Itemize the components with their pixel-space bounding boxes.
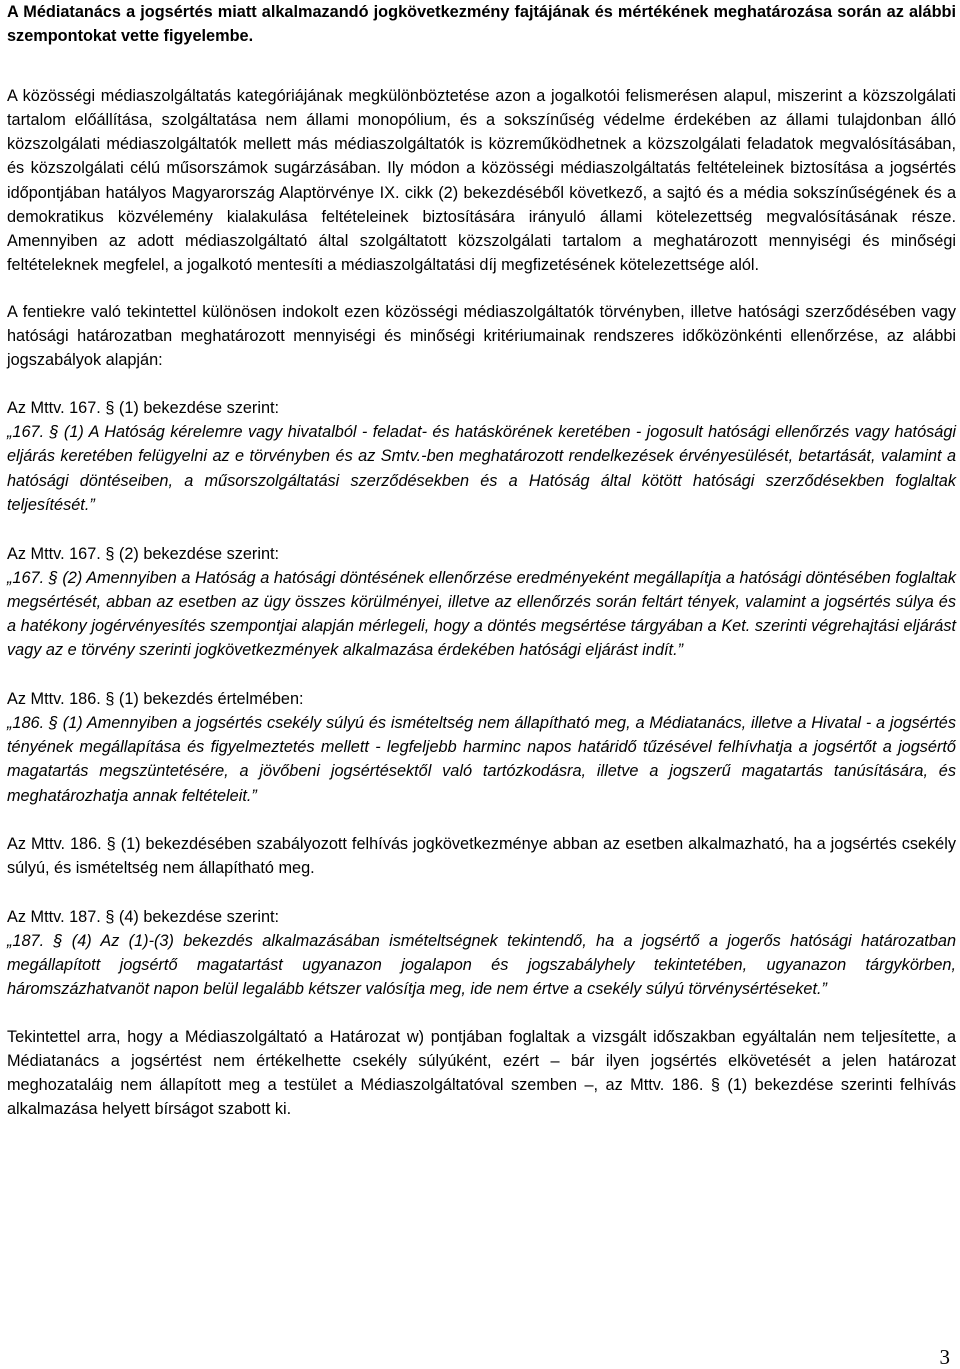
quote-mttv-186-1: „186. § (1) Amennyiben a jogsértés csekély súlyú és ismételtség nem állapítható meg, a Médiatanács, illetve a Hivatal - a jogsértés tényének megállapítása és figyelmeztetés mellett - legfeljebb harminc napos határidő tűzésével felhívhatja a jogsértőt a jogsértő magatartás megszüntetésére, a jövőbeni jogsértésektől való tartózkodásra, illetve a jogszerű magatartás tanúsítására, és meghatározhatja annak feltételeit.” [7,714,956,805]
paragraph-control-criteria: A fentiekre való tekintettel különösen indokolt ezen közösségi médiaszolgáltatók törvényben, illetve hatósági szerződésében vagy hatósági határozatban meghatározott mennyiségi és minőségi kritériumainak rendszeres időközönkénti ellenőrzése, az alábbi jogszabályok alapján: [7,302,956,370]
paragraph-conclusion: Tekintettel arra, hogy a Médiaszolgáltató a Határozat w) pontjában foglaltak a vizsgált időszakban egyáltalán nem teljesítette, a Médiatanács a jogsértést nem értékelhette csekély súlyúként, ezért – bár ilyen jogsértés elkövetését a jelen határozat meghozataláig nem állapított meg a testület a Médiaszolgáltatóval szemben –, az Mttv. 186. § (1) bekezdése szerinti felhívás alkalmazása helyett bírságot szabott ki. [7,1028,956,1119]
page-number: 3 [939,1345,950,1369]
citation-mttv-187-4: Az Mttv. 187. § (4) bekezdése szerint: [7,907,280,926]
decision-heading: A Médiatanács a jogsértés miatt alkalmazandó jogkövetkezmény fajtájának és mértékének meghatározása során az alábbi szempontokat vette figyelembe. [7,3,956,46]
citation-mttv-167-2: Az Mttv. 167. § (2) bekezdése szerint: [7,544,280,563]
document-page [7,0,956,1122]
paragraph-community-media: A közösségi médiaszolgáltatás kategóriájának megkülönböztetése azon a jogalkotói felismerésen alapul, miszerint a közszolgálati tartalom előállítása, szolgáltatása nem állami monopólium, és a sokszínűség védelme érdekében az állami tulajdonban álló közszolgálati médiaszolgáltatók mellett más médiaszolgáltatók is közreműködhetnek a közszolgálati feladatok megvalósításában, és közszolgálati célú műsorszámok sugárzásában. Ily módon a közösségi médiaszolgáltatás feltételeinek biztosítása a jogsértés időpontjában hatályos Magyarország Alaptörvénye IX. cikk (2) bekezdéséből következő, a sajtó és a média sokszínűségének és a demokratikus közvélemény kialakulása feltételeinek biztosítására irányuló állami kötelezettség megvalósításának része. Amennyiben az adott médiaszolgáltató által szolgáltatott közszolgálati tartalom a meghatározott mennyiségi és minőségi feltételeknek megfelel, a jogalkotó mentesíti a médiaszolgáltatási díj megfizetésének kötelezettsége alól. [7,87,956,274]
quote-mttv-187-4: „187. § (4) Az (1)-(3) bekezdés alkalmazásában ismételtségnek tekintendő, ha a jogsértő a jogerős hatósági határozatban megállapított jogsértő magatartást ugyanazon jogalapon és jogszabályhely tekintetében, ugyanazon tárgykörben, háromszázhatvanöt napon belül legalább kétszer valósítja meg, ide nem értve a csekély súlyú törvénysértéseket.” [7,931,956,999]
paragraph-186-applicability: Az Mttv. 186. § (1) bekezdésében szabályozott felhívás jogkövetkezménye abban az esetben alkalmazható, ha a jogsértés csekély súlyú, és ismételtség nem állapítható meg. [7,834,956,877]
citation-mttv-167-1: Az Mttv. 167. § (1) bekezdése szerint: [7,399,280,418]
quote-mttv-167-2: „167. § (2) Amennyiben a Hatóság a hatósági döntésének ellenőrzése eredményeként megállapítja a hatósági döntésében foglaltak megsértését, abban az esetben az ügy összes körülményei, illetve az ellenőrzés során feltárt tények, valamint a jogsértés súlya és a hatékony jogérvényesítés szempontjai alapján mérlegeli, hogy a döntés megsértése tárgyában a Ket. szerinti végrehajtási eljárást vagy az e törvény szerinti jogkövetkezmények alkalmazása érdekében hatósági eljárást indít.” [7,568,956,660]
citation-mttv-186-1: Az Mttv. 186. § (1) bekezdés értelmében: [7,690,304,709]
quote-mttv-167-1: „167. § (1) A Hatóság kérelemre vagy hivatalból - feladat- és hatáskörének keretében - jogosult hatósági ellenőrzés vagy hatósági eljárás keretében felügyelni az e törvényben és az Smtv.-ben meghatározott rendelkezések érvényesülését, betartását, valamint a hatósági döntéseiben, a műsorszolgáltatási szerződésekben és a Hatóság által kötött hatósági szerződésekben foglaltak teljesítését.” [7,423,956,514]
